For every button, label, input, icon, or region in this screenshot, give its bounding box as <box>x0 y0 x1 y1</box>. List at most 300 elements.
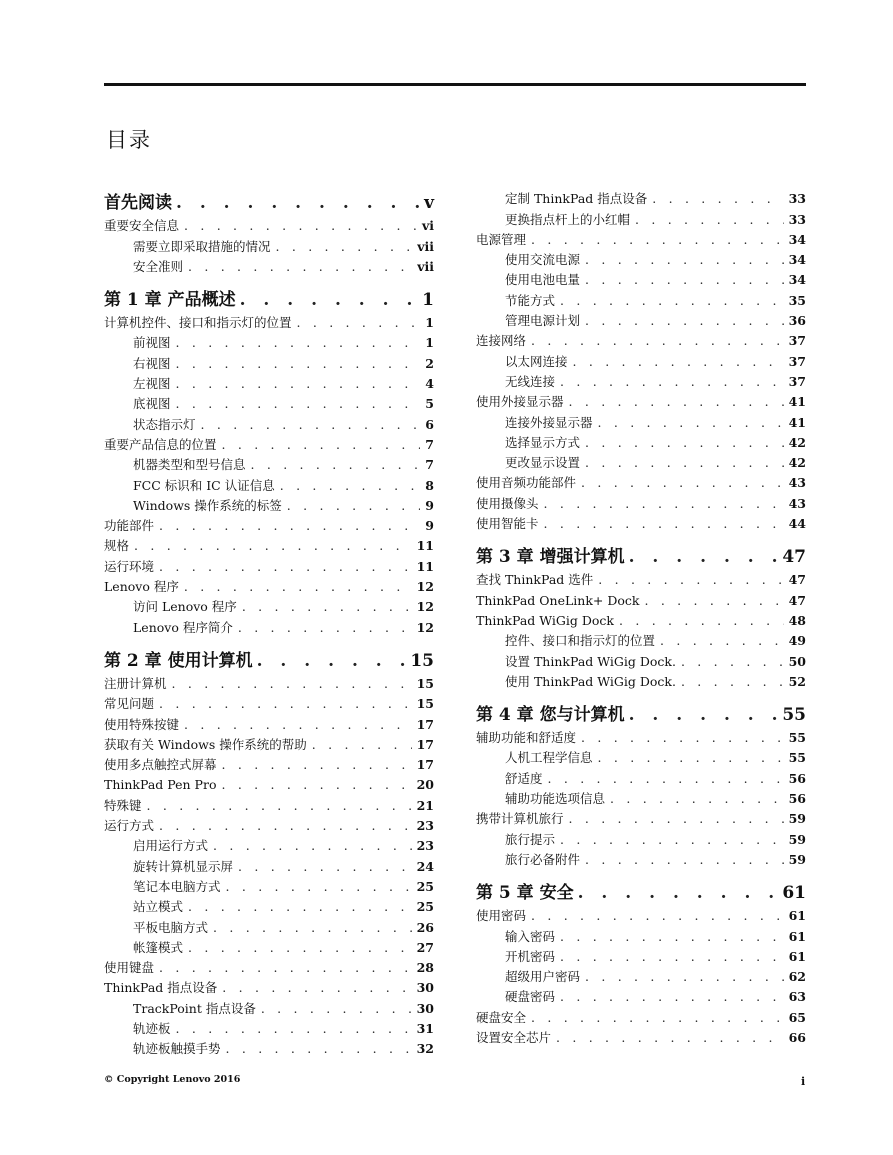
toc-page-number: 65 <box>788 1009 806 1025</box>
toc-subentry[interactable] <box>476 847 806 867</box>
toc-entry[interactable] <box>476 608 806 628</box>
toc-subentry[interactable] <box>104 894 434 914</box>
toc-page-number: 48 <box>788 612 806 628</box>
toc-entry-title: 重要产品信息的位置 <box>104 436 217 452</box>
toc-page-number: 15 <box>416 696 434 712</box>
toc-entry-title: 辅助功能选项信息 <box>505 791 606 807</box>
toc-page-number: 2 <box>425 355 434 371</box>
toc-entry[interactable] <box>104 671 434 691</box>
toc-leader-dots <box>560 832 784 847</box>
toc-page-number: 1 <box>425 335 434 351</box>
toc-page-number: 17 <box>416 716 434 732</box>
toc-subentry[interactable] <box>104 594 434 614</box>
toc-subentry[interactable] <box>476 923 806 943</box>
toc-entry-title: 站立模式 <box>133 899 184 915</box>
toc-page-number: 33 <box>788 211 806 227</box>
toc-leader-dots <box>629 705 779 725</box>
toc-leader-dots <box>159 960 412 975</box>
toc-subentry[interactable] <box>476 944 806 964</box>
toc-subentry[interactable] <box>476 826 806 846</box>
toc-leader-dots <box>238 620 412 635</box>
toc-entry-title: 硬盘安全 <box>476 1009 527 1025</box>
toc-leader-dots <box>585 272 784 287</box>
toc-chapter[interactable] <box>476 689 806 725</box>
toc-entry-title: 输入密码 <box>505 928 556 944</box>
toc-page-number: 59 <box>788 831 806 847</box>
toc-leader-dots <box>188 899 412 914</box>
toc-subentry[interactable] <box>104 935 434 955</box>
toc-entry-title: 规格 <box>104 538 130 554</box>
toc-entry-title: 底视图 <box>133 396 171 412</box>
toc-entry-title: 开机密码 <box>505 948 556 964</box>
toc-entry-title: 访问 Lenovo 程序 <box>133 599 237 615</box>
toc-entry-title: 连接外接显示器 <box>505 414 593 430</box>
toc-leader-dots <box>184 218 417 233</box>
toc-page-number: 21 <box>416 797 434 813</box>
toc-entry[interactable] <box>104 711 434 731</box>
toc-entry-title: 帐篷模式 <box>133 939 184 955</box>
toc-entry[interactable] <box>476 227 806 247</box>
toc-leader-dots <box>548 771 784 786</box>
toc-subentry[interactable] <box>104 233 434 253</box>
toc-leader-dots <box>560 374 784 389</box>
toc-page-number: 12 <box>416 599 434 615</box>
toc-leader-dots <box>287 498 421 513</box>
toc-subentry[interactable] <box>476 186 806 206</box>
toc-page-number: 9 <box>425 497 434 513</box>
toc-entry[interactable] <box>104 975 434 995</box>
toc-entry[interactable] <box>104 772 434 792</box>
toc-entry-title: 使用音频功能部件 <box>476 475 577 491</box>
toc-page-number: 11 <box>416 538 434 554</box>
toc-entry[interactable] <box>476 328 806 348</box>
toc-leader-dots <box>569 811 784 826</box>
toc-entry-title: 第 2 章 使用计算机 <box>104 650 253 671</box>
toc-page-number: 33 <box>788 191 806 207</box>
toc-leader-dots <box>598 572 783 587</box>
toc-page-number: 37 <box>788 353 806 369</box>
toc-entry[interactable] <box>104 432 434 452</box>
toc-leader-dots <box>610 791 784 806</box>
toc-entry-title: 重要安全信息 <box>104 218 180 234</box>
toc-chapter[interactable] <box>476 867 806 903</box>
toc-subentry[interactable] <box>104 391 434 411</box>
toc-page-number: vii <box>417 258 434 274</box>
toc-leader-dots <box>184 579 412 594</box>
toc-entry-title: ThinkPad 指点设备 <box>104 980 218 996</box>
toc-entry-title: 平板电脑方式 <box>133 919 209 935</box>
toc-page-number: 50 <box>788 653 806 669</box>
toc-subentry[interactable] <box>476 247 806 267</box>
toc-page-number: 34 <box>788 272 806 288</box>
toc-page-number: 61 <box>788 948 806 964</box>
toc-entry[interactable] <box>104 310 434 330</box>
toc-page-number: 30 <box>416 980 434 996</box>
toc-page-number: 55 <box>788 730 806 746</box>
toc-page-number: 41 <box>788 414 806 430</box>
toc-entry-title: 注册计算机 <box>104 675 167 691</box>
toc-subentry[interactable] <box>104 614 434 634</box>
toc-leader-dots <box>578 883 779 903</box>
toc-leader-dots <box>581 730 784 745</box>
toc-entry[interactable] <box>476 470 806 490</box>
toc-leader-dots <box>560 949 784 964</box>
toc-subentry[interactable] <box>476 628 806 648</box>
toc-entry-title: 轨迹板 <box>133 1020 171 1036</box>
toc-chapter[interactable] <box>476 531 806 567</box>
toc-page-number: 7 <box>425 436 434 452</box>
toc-page-number: 49 <box>788 633 806 649</box>
toc-subentry[interactable] <box>104 853 434 873</box>
toc-leader-dots <box>176 396 421 411</box>
toc-leader-dots <box>544 496 784 511</box>
toc-leader-dots <box>297 315 421 330</box>
toc-entry-title: TrackPoint 指点设备 <box>133 1000 256 1016</box>
toc-entry-title: 以太网连接 <box>505 353 568 369</box>
toc-page-number: 8 <box>425 477 434 493</box>
toc-leader-dots <box>619 613 784 628</box>
toc-leader-dots <box>629 547 779 567</box>
toc-subentry[interactable] <box>104 472 434 492</box>
toc-page-number: 27 <box>416 939 434 955</box>
toc-page-number: 5 <box>425 396 434 412</box>
toc-leader-dots <box>176 335 421 350</box>
toc-entry[interactable] <box>104 813 434 833</box>
toc-entry[interactable] <box>104 691 434 711</box>
toc-page-number: 44 <box>788 516 806 532</box>
toc-leader-dots <box>585 969 784 984</box>
toc-leader-dots <box>681 674 784 689</box>
toc-leader-dots <box>240 290 419 310</box>
toc-subentry[interactable] <box>476 287 806 307</box>
toc-page-number: 43 <box>788 475 806 491</box>
toc-entry-title: 控件、接口和指示灯的位置 <box>505 633 656 649</box>
toc-entry-title: 状态指示灯 <box>133 416 196 432</box>
toc-entry[interactable] <box>104 513 434 533</box>
toc-subentry[interactable] <box>104 833 434 853</box>
toc-leader-dots <box>644 593 783 608</box>
toc-leader-dots <box>221 777 411 792</box>
toc-leader-dots <box>257 651 407 671</box>
toc-leader-dots <box>172 676 412 691</box>
toc-leader-dots <box>635 212 784 227</box>
toc-page-number: 61 <box>788 928 806 944</box>
toc-page-number: 1 <box>422 289 434 310</box>
toc-entry-title: 管理电源计划 <box>505 313 581 329</box>
toc-subentry[interactable] <box>476 964 806 984</box>
toc-entry-title: 特殊键 <box>104 797 142 813</box>
toc-leader-dots <box>222 757 412 772</box>
header-rule <box>104 83 806 86</box>
toc-leader-dots <box>276 239 413 254</box>
page-number: i <box>801 1075 806 1088</box>
toc-entry[interactable] <box>476 725 806 745</box>
toc-leader-dots <box>581 475 784 490</box>
toc-subentry[interactable] <box>476 348 806 368</box>
toc-leader-dots <box>176 193 420 213</box>
toc-page-number: vi <box>421 218 434 234</box>
toc-leader-dots <box>261 1001 412 1016</box>
toc-entry-title: 节能方式 <box>505 292 556 308</box>
toc-entry-title: 更改显示设置 <box>505 455 581 471</box>
toc-entry-title: 连接网络 <box>476 333 527 349</box>
toc-entry-title: 常见问题 <box>104 696 155 712</box>
toc-entry-title: 第 3 章 增强计算机 <box>476 547 625 568</box>
toc-leader-dots <box>585 455 784 470</box>
toc-page-number: 11 <box>416 558 434 574</box>
toc-entry-title: 需要立即采取措施的情况 <box>133 238 271 254</box>
toc-entry-title: 电源管理 <box>476 231 527 247</box>
toc-page-number: 42 <box>788 434 806 450</box>
toc-leader-dots <box>176 356 421 371</box>
toc-page-number: 59 <box>788 851 806 867</box>
toc-leader-dots <box>176 1021 412 1036</box>
toc-page-number: 17 <box>416 736 434 752</box>
toc-subentry[interactable] <box>476 206 806 226</box>
toc-leader-dots <box>222 980 411 995</box>
toc-entry-title: Lenovo 程序 <box>104 579 179 595</box>
toc-page-number: 7 <box>425 457 434 473</box>
toc-subentry[interactable] <box>104 1016 434 1036</box>
toc-leader-dots <box>531 908 784 923</box>
toc-leader-dots <box>681 654 784 669</box>
toc-entry-title: 使用特殊按键 <box>104 716 180 732</box>
toc-entry-title: 笔记本电脑方式 <box>133 878 221 894</box>
toc-entry[interactable] <box>476 1004 806 1024</box>
toc-right-column <box>476 186 806 1045</box>
toc-entry[interactable] <box>476 587 806 607</box>
toc-leader-dots <box>585 435 784 450</box>
toc-subentry[interactable] <box>476 267 806 287</box>
page-title: 目录 <box>106 128 152 152</box>
toc-entry-title: ThinkPad WiGig Dock <box>476 612 614 628</box>
toc-leader-dots <box>312 737 412 752</box>
toc-subentry[interactable] <box>104 330 434 350</box>
toc-entry-title: 更换指点杆上的小红帽 <box>505 211 631 227</box>
toc-subentry[interactable] <box>476 984 806 1004</box>
toc-subentry[interactable] <box>104 371 434 391</box>
toc-entry[interactable] <box>104 533 434 553</box>
toc-subentry[interactable] <box>476 669 806 689</box>
toc-entry[interactable] <box>476 903 806 923</box>
toc-entry-title: FCC 标识和 IC 认证信息 <box>133 477 275 493</box>
toc-leader-dots <box>159 818 412 833</box>
toc-subentry[interactable] <box>104 995 434 1015</box>
toc-page-number: 55 <box>782 704 806 725</box>
toc-subentry[interactable] <box>104 493 434 513</box>
toc-entry-title: 安全准则 <box>133 258 184 274</box>
toc-page-number: 34 <box>788 252 806 268</box>
toc-page-number: 1 <box>425 315 434 331</box>
toc-leader-dots <box>213 920 412 935</box>
toc-entry-title: 无线连接 <box>505 373 556 389</box>
toc-page-number: 4 <box>425 376 434 392</box>
toc-entry-title: 使用摄像头 <box>476 495 539 511</box>
toc-leader-dots <box>159 696 412 711</box>
toc-entry[interactable] <box>104 732 434 752</box>
toc-leader-dots <box>560 989 784 1004</box>
toc-entry-title: Lenovo 程序简介 <box>133 619 233 635</box>
toc-subentry[interactable] <box>476 745 806 765</box>
toc-entry-title: 计算机控件、接口和指示灯的位置 <box>104 315 292 331</box>
toc-entry-title: 机器类型和型号信息 <box>133 457 246 473</box>
toc-leader-dots <box>222 437 421 452</box>
toc-leader-dots <box>226 879 412 894</box>
toc-entry-title: 使用电池电量 <box>505 272 581 288</box>
toc-entry-title: 旅行必备附件 <box>505 851 581 867</box>
toc-leader-dots <box>188 940 412 955</box>
toc-leader-dots <box>585 252 784 267</box>
toc-entry-title: 定制 ThinkPad 指点设备 <box>505 191 648 207</box>
toc-page-number: 24 <box>416 858 434 874</box>
toc-entry-title: ThinkPad OneLink+ Dock <box>476 592 640 608</box>
toc-entry-title: 首先阅读 <box>104 193 172 213</box>
toc-page-number: 6 <box>425 416 434 432</box>
toc-entry-title: 设置 ThinkPad WiGig Dock. <box>505 653 676 669</box>
toc-subentry[interactable] <box>104 1036 434 1056</box>
toc-leader-dots <box>531 232 784 247</box>
toc-leader-dots <box>134 538 412 553</box>
toc-subentry[interactable] <box>476 765 806 785</box>
toc-subentry[interactable] <box>476 450 806 470</box>
toc-page-number: 25 <box>416 878 434 894</box>
toc-entry-title: 启用运行方式 <box>133 838 209 854</box>
toc-subentry[interactable] <box>476 648 806 668</box>
toc-entry-title: 舒适度 <box>505 770 543 786</box>
toc-entry[interactable] <box>476 511 806 531</box>
toc-leader-dots <box>251 457 421 472</box>
toc-page-number: 23 <box>416 838 434 854</box>
toc-entry-title: 使用密码 <box>476 908 527 924</box>
toc-entry-title: 超级用户密码 <box>505 969 581 985</box>
toc-leader-dots <box>184 717 412 732</box>
toc-page-number: 37 <box>788 333 806 349</box>
toc-leader-dots <box>531 1010 784 1025</box>
toc-leader-dots <box>598 750 784 765</box>
toc-page-number: 9 <box>425 518 434 534</box>
toc-subentry[interactable] <box>476 308 806 328</box>
toc-leader-dots <box>159 518 420 533</box>
toc-subentry[interactable] <box>476 430 806 450</box>
toc-entry[interactable] <box>104 792 434 812</box>
toc-chapter[interactable] <box>104 635 434 671</box>
toc-subentry[interactable] <box>104 874 434 894</box>
toc-leader-dots <box>213 838 412 853</box>
toc-page-number: 56 <box>788 770 806 786</box>
toc-page-number: 32 <box>416 1041 434 1057</box>
toc-page-number: 43 <box>788 495 806 511</box>
toc-entry-title: 使用多点触控式屏幕 <box>104 757 217 773</box>
toc-page-number: 61 <box>782 882 806 903</box>
toc-page-number: 41 <box>788 394 806 410</box>
toc-subentry[interactable] <box>476 369 806 389</box>
toc-page-number: 66 <box>788 1029 806 1045</box>
toc-leader-dots <box>585 852 784 867</box>
toc-page-number: 17 <box>416 757 434 773</box>
toc-entry-title: 轨迹板触摸手势 <box>133 1041 221 1057</box>
toc-subentry[interactable] <box>104 350 434 370</box>
toc-entry[interactable] <box>476 490 806 510</box>
toc-entry[interactable] <box>104 574 434 594</box>
toc-entry-title: 使用键盘 <box>104 960 155 976</box>
toc-subentry[interactable] <box>476 409 806 429</box>
toc-entry-title: 运行环境 <box>104 558 155 574</box>
toc-entry[interactable] <box>476 806 806 826</box>
toc-page-number: 12 <box>416 579 434 595</box>
toc-page-number: 31 <box>416 1020 434 1036</box>
toc-leader-dots <box>573 354 784 369</box>
toc-subentry[interactable] <box>476 786 806 806</box>
toc-chapter[interactable] <box>104 274 434 310</box>
toc-page-number: 37 <box>788 373 806 389</box>
toc-entry-title: 获取有关 Windows 操作系统的帮助 <box>104 736 307 752</box>
toc-page-number: 35 <box>788 292 806 308</box>
toc-page-number: 63 <box>788 989 806 1005</box>
toc-entry[interactable] <box>104 752 434 772</box>
copyright-notice: © Copyright Lenovo 2016 <box>104 1074 241 1085</box>
toc-entry-title: 第 5 章 安全 <box>476 882 574 903</box>
toc-page-number: 62 <box>788 969 806 985</box>
toc-entry[interactable] <box>104 955 434 975</box>
toc-page-number: 28 <box>416 960 434 976</box>
toc-subentry[interactable] <box>104 254 434 274</box>
toc-entry-title: 设置安全芯片 <box>476 1029 552 1045</box>
toc-subentry[interactable] <box>104 452 434 472</box>
toc-entry[interactable] <box>476 567 806 587</box>
toc-leader-dots <box>585 313 784 328</box>
toc-entry-title: 旅行提示 <box>505 831 556 847</box>
toc-page-number: 26 <box>416 919 434 935</box>
toc-entry-title: 第 4 章 您与计算机 <box>476 704 625 725</box>
toc-leader-dots <box>652 191 783 206</box>
toc-entry-title: 使用智能卡 <box>476 516 539 532</box>
toc-leader-dots <box>238 859 412 874</box>
toc-entry-title: 辅助功能和舒适度 <box>476 730 577 746</box>
toc-entry-title: 硬盘密码 <box>505 989 556 1005</box>
toc-entry-title: 功能部件 <box>104 518 155 534</box>
toc-entry[interactable] <box>104 553 434 573</box>
toc-subentry[interactable] <box>104 914 434 934</box>
toc-page-number: 23 <box>416 818 434 834</box>
toc-entry-title: 使用 ThinkPad WiGig Dock. <box>505 673 676 689</box>
toc-leader-dots <box>556 1030 784 1045</box>
toc-leader-dots <box>159 559 412 574</box>
toc-page-number: 59 <box>788 811 806 827</box>
toc-entry[interactable] <box>476 1025 806 1045</box>
toc-entry[interactable] <box>104 213 434 233</box>
toc-entry-title: 第 1 章 产品概述 <box>104 289 236 310</box>
toc-leader-dots <box>560 929 784 944</box>
toc-page-number: v <box>424 193 434 213</box>
toc-leader-dots <box>280 478 421 493</box>
toc-page-number: 36 <box>788 313 806 329</box>
toc-page-number: 15 <box>416 675 434 691</box>
toc-leader-dots <box>531 333 784 348</box>
toc-leader-dots <box>176 376 421 391</box>
toc-page-number: 42 <box>788 455 806 471</box>
toc-page-number: 61 <box>788 908 806 924</box>
toc-entry[interactable] <box>476 389 806 409</box>
toc-page-number: 34 <box>788 231 806 247</box>
toc-entry-title: 使用交流电源 <box>505 252 581 268</box>
toc-left-column <box>104 186 434 1056</box>
toc-entry-title: 选择显示方式 <box>505 434 581 450</box>
toc-chapter[interactable] <box>104 186 434 213</box>
toc-subentry[interactable] <box>104 411 434 431</box>
toc-page-number: 47 <box>788 592 806 608</box>
toc-leader-dots <box>188 259 412 274</box>
toc-leader-dots <box>598 415 784 430</box>
